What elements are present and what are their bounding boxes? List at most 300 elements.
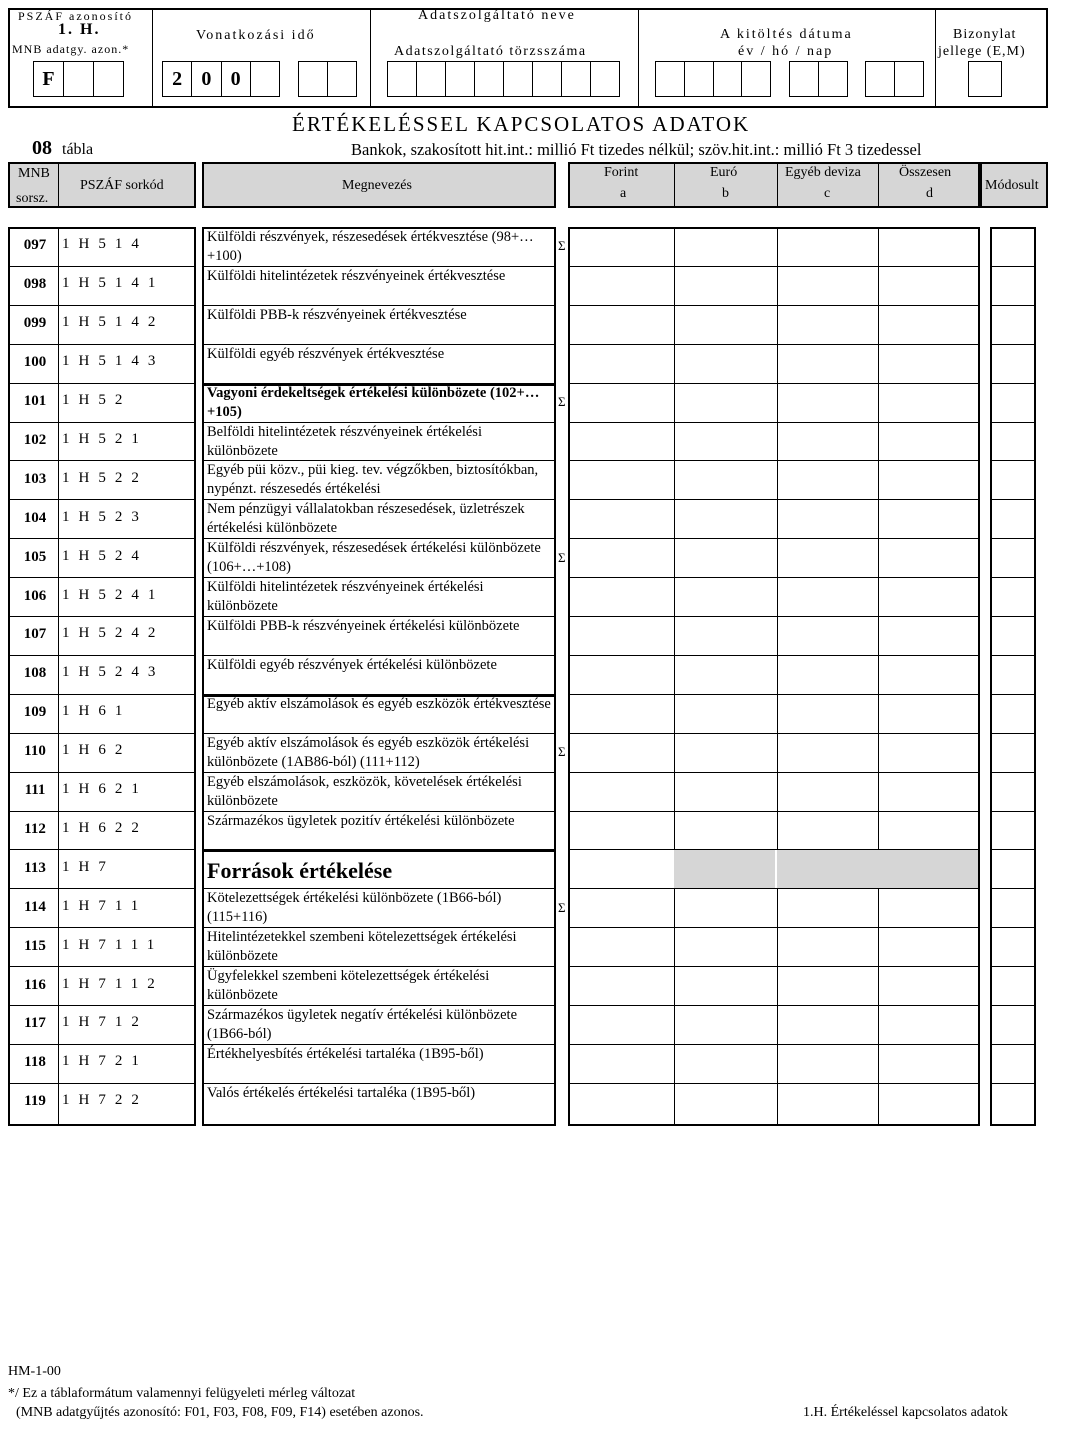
- row-code: 1H7111: [62, 936, 164, 953]
- year-box[interactable]: 0: [192, 62, 221, 96]
- row-divider: [8, 1005, 196, 1006]
- row-divider: [568, 616, 980, 617]
- row-number: 114: [24, 898, 46, 915]
- row-divider: [568, 422, 980, 423]
- cell-euro[interactable]: [675, 696, 776, 732]
- cell-forint[interactable]: [570, 735, 673, 771]
- cell-other[interactable]: [778, 346, 877, 382]
- sum-indicator: Σ: [558, 394, 566, 410]
- cell-modified[interactable]: [992, 968, 1035, 1004]
- cell-modified[interactable]: [992, 307, 1035, 343]
- row-number: 102: [23, 431, 47, 448]
- row-number: 109: [23, 704, 47, 721]
- row-divider: [8, 772, 196, 773]
- table-number: 08: [32, 137, 52, 159]
- row-number: 117: [24, 1015, 46, 1032]
- row-number: 100: [23, 354, 47, 371]
- provider-id-label: Adatszolgáltató törzsszáma: [394, 44, 587, 59]
- cell-other: [778, 851, 877, 887]
- cell-modified[interactable]: [992, 774, 1035, 810]
- row-divider: [990, 383, 1036, 384]
- row-number: 108: [23, 665, 47, 682]
- cell-euro[interactable]: [675, 501, 776, 537]
- cell-other[interactable]: [778, 579, 877, 615]
- cell-euro[interactable]: [675, 890, 776, 926]
- cell-total[interactable]: [879, 1007, 979, 1043]
- row-name: Külföldi egyéb részvények értékvesztése: [207, 345, 445, 362]
- mnb-box[interactable]: [64, 62, 94, 96]
- cell-forint[interactable]: [570, 813, 673, 849]
- year-box[interactable]: 2: [163, 62, 192, 96]
- row-name: Külföldi hitelintézetek részvényeinek értékelési különbözete: [207, 579, 484, 615]
- row-code: 1H711: [62, 897, 148, 914]
- cell-euro[interactable]: [675, 540, 776, 576]
- period-box[interactable]: [299, 62, 328, 96]
- cell-total[interactable]: [879, 579, 979, 615]
- cell-other[interactable]: [778, 501, 877, 537]
- provider-id-box[interactable]: [562, 62, 591, 96]
- cell-euro[interactable]: [675, 462, 776, 498]
- row-divider: [568, 305, 980, 306]
- row-divider: [990, 888, 1036, 889]
- cell-other[interactable]: [778, 1046, 877, 1082]
- cell-total[interactable]: [879, 307, 979, 343]
- row-name: Vagyoni érdekeltségek értékelési különbözete (102+…+105): [207, 384, 540, 420]
- row-divider: [568, 460, 980, 461]
- date-box[interactable]: [685, 62, 714, 96]
- date-box[interactable]: [790, 62, 819, 96]
- mnb-id-boxes[interactable]: [33, 61, 124, 97]
- cell-total[interactable]: [879, 890, 979, 926]
- cell-euro[interactable]: [675, 579, 776, 615]
- row-divider: [990, 499, 1036, 500]
- row-divider: [8, 499, 196, 500]
- row-divider: [8, 811, 196, 812]
- row-name: Külföldi PBB-k részvényeinek értékelési különbözete: [207, 618, 520, 634]
- row-name: Kötelezettségek értékelési különbözete (1B66-ból) (115+116): [207, 890, 502, 926]
- cell-other[interactable]: [778, 385, 877, 421]
- row-divider: [990, 422, 1036, 423]
- cell-modified[interactable]: [992, 735, 1035, 771]
- cell-forint[interactable]: [570, 385, 673, 421]
- cell-other[interactable]: [778, 424, 877, 460]
- cell-other[interactable]: [778, 540, 877, 576]
- row-name: Külföldi hitelintézetek részvényeinek értékvesztése: [207, 267, 506, 284]
- col-forint-sub: a: [620, 186, 627, 201]
- row-name: Belföldi hitelintézetek részvényeinek értékelési különbözete: [207, 423, 482, 459]
- row-number: 116: [24, 976, 46, 993]
- period-box[interactable]: [328, 62, 356, 96]
- row-divider: [8, 460, 196, 461]
- row-divider: [8, 266, 196, 267]
- row-code: 1H5142: [62, 314, 165, 331]
- cell-euro[interactable]: [675, 1046, 776, 1082]
- col-euro-label: Euró: [710, 165, 738, 180]
- cell-modified[interactable]: [992, 346, 1035, 382]
- cell-forint[interactable]: [570, 1046, 673, 1082]
- row-code: 1H61: [62, 703, 132, 720]
- cell-other[interactable]: [778, 929, 877, 965]
- pszaf-label: PSZÁF azonosító: [18, 9, 134, 23]
- row-name: Egyéb püi közv., püi kieg. tev. végzőkben, biztosítókban, nypénzt. részesedés értékelési: [207, 462, 539, 498]
- cell-other[interactable]: [778, 618, 877, 654]
- cell-total: [879, 851, 979, 887]
- col-other-sub: c: [824, 186, 831, 201]
- row-number: 111: [24, 782, 46, 799]
- cell-other[interactable]: [778, 1085, 877, 1121]
- row-divider: [990, 538, 1036, 539]
- row-number: 098: [23, 276, 47, 293]
- row-number: 103: [23, 470, 47, 487]
- cell-forint[interactable]: [570, 618, 673, 654]
- row-divider: [990, 849, 1036, 850]
- year-box[interactable]: [251, 62, 279, 96]
- col-total-sub: d: [926, 186, 933, 201]
- col-header-values: [568, 162, 980, 208]
- row-number: 112: [24, 820, 46, 837]
- sum-indicator: Σ: [558, 899, 566, 915]
- sum-indicator: Σ: [558, 238, 566, 254]
- cell-total[interactable]: [879, 424, 979, 460]
- date-year-boxes[interactable]: [655, 61, 771, 97]
- date-box[interactable]: [895, 62, 923, 96]
- table-word: tábla: [62, 141, 94, 158]
- row-divider: [8, 538, 196, 539]
- provider-id-box[interactable]: [533, 62, 562, 96]
- row-divider: [568, 694, 980, 695]
- cell-euro[interactable]: [675, 1007, 776, 1043]
- row-name: Hitelintézetekkel szembeni kötelezettségek értékelési különbözete: [207, 929, 517, 965]
- cell-other[interactable]: [778, 735, 877, 771]
- cell-euro[interactable]: [675, 385, 776, 421]
- row-divider: [990, 305, 1036, 306]
- cell-other[interactable]: [778, 462, 877, 498]
- row-code: 1H722: [62, 1092, 148, 1109]
- row-divider: [990, 811, 1036, 812]
- doc-type-cell[interactable]: [969, 62, 1001, 96]
- date-box[interactable]: [656, 62, 685, 96]
- row-divider: [568, 383, 980, 384]
- row-divider: [568, 344, 980, 345]
- col-pszaf-label: PSZÁF sorkód: [80, 178, 164, 193]
- sum-indicator: Σ: [558, 549, 566, 565]
- cell-total[interactable]: [879, 813, 979, 849]
- provider-id-box[interactable]: [475, 62, 504, 96]
- row-divider: [990, 1005, 1036, 1006]
- row-number: 110: [24, 743, 46, 760]
- row-divider: [8, 344, 196, 345]
- provider-id-box[interactable]: [591, 62, 619, 96]
- cell-modified[interactable]: [992, 501, 1035, 537]
- cell-forint[interactable]: [570, 501, 673, 537]
- cell-euro: [675, 851, 776, 887]
- row-divider: [8, 383, 196, 384]
- row-code: 1H5141: [62, 275, 165, 292]
- cell-total[interactable]: [879, 462, 979, 498]
- cell-total[interactable]: [879, 346, 979, 382]
- row-number: 106: [23, 587, 47, 604]
- cell-total[interactable]: [879, 968, 979, 1004]
- row-number: 097: [23, 237, 47, 254]
- row-code: 1H524: [62, 547, 148, 564]
- row-code: 1H621: [62, 781, 148, 798]
- cell-modified[interactable]: [992, 462, 1035, 498]
- col-modified-label: Módosult: [985, 178, 1039, 193]
- cell-euro[interactable]: [675, 1085, 776, 1121]
- cell-total[interactable]: [879, 540, 979, 576]
- row-divider: [990, 694, 1036, 695]
- provider-id-box[interactable]: [446, 62, 475, 96]
- cell-forint[interactable]: [570, 890, 673, 926]
- cell-forint[interactable]: [570, 346, 673, 382]
- cell-total[interactable]: [879, 501, 979, 537]
- cell-modified[interactable]: [992, 851, 1035, 887]
- row-code: 1H7112: [62, 975, 164, 992]
- cell-other[interactable]: [778, 968, 877, 1004]
- cell-total[interactable]: [879, 1046, 979, 1082]
- cell-forint[interactable]: [570, 774, 673, 810]
- cell-forint[interactable]: [570, 229, 673, 265]
- row-name: Értékhelyesbítés értékelési tartaléka (1B95-ből): [207, 1045, 484, 1062]
- doc-type-label: Bizonylat: [953, 27, 1017, 42]
- cell-modified[interactable]: [992, 579, 1035, 615]
- row-divider: [568, 811, 980, 812]
- cell-other[interactable]: [778, 657, 877, 693]
- cell-forint[interactable]: [570, 851, 673, 887]
- cell-total[interactable]: [879, 229, 979, 265]
- col-other-label: Egyéb deviza: [785, 165, 861, 180]
- fill-date-format: év / hó / nap: [738, 44, 834, 59]
- provider-id-box[interactable]: [388, 62, 417, 96]
- row-divider: [990, 966, 1036, 967]
- row-number: 115: [24, 937, 46, 954]
- row-divider: [990, 1083, 1036, 1084]
- cell-forint[interactable]: [570, 1085, 673, 1121]
- cell-total[interactable]: [879, 385, 979, 421]
- year-boxes[interactable]: [162, 61, 280, 97]
- cell-total[interactable]: [879, 774, 979, 810]
- row-divider: [8, 694, 196, 695]
- cell-total[interactable]: [879, 657, 979, 693]
- cell-total[interactable]: [879, 735, 979, 771]
- date-box[interactable]: [714, 62, 743, 96]
- cell-other[interactable]: [778, 1007, 877, 1043]
- cell-other[interactable]: [778, 307, 877, 343]
- row-divider: [202, 849, 556, 852]
- col-mnb-label: MNB: [18, 166, 50, 181]
- cell-euro[interactable]: [675, 735, 776, 771]
- cell-forint[interactable]: [570, 1007, 673, 1043]
- row-code: 1H7: [62, 858, 115, 875]
- row-divider: [568, 266, 980, 267]
- provider-id-box[interactable]: [504, 62, 533, 96]
- footer-form-id: HM-1-00: [8, 1364, 61, 1379]
- cell-total[interactable]: [879, 696, 979, 732]
- cell-euro[interactable]: [675, 424, 776, 460]
- row-number: 119: [24, 1093, 46, 1110]
- date-box[interactable]: [742, 62, 770, 96]
- row-divider: [8, 577, 196, 578]
- row-name: Származékos ügyletek pozitív értékelési különbözete: [207, 812, 515, 829]
- row-code: 1H62: [62, 742, 132, 759]
- cell-euro[interactable]: [675, 229, 776, 265]
- mnb-box[interactable]: F: [34, 62, 64, 96]
- col-euro-sub: b: [722, 186, 729, 201]
- cell-modified[interactable]: [992, 1007, 1035, 1043]
- row-divider: [8, 849, 196, 850]
- cell-euro[interactable]: [675, 657, 776, 693]
- mnb-box[interactable]: [94, 62, 123, 96]
- cell-forint[interactable]: [570, 929, 673, 965]
- doc-type-box[interactable]: [968, 61, 1002, 97]
- row-code: 1H5242: [62, 625, 165, 642]
- cell-forint[interactable]: [570, 307, 673, 343]
- cell-forint[interactable]: [570, 268, 673, 304]
- row-code: 1H523: [62, 508, 148, 525]
- row-divider: [568, 772, 980, 773]
- row-divider: [990, 460, 1036, 461]
- cell-other[interactable]: [778, 229, 877, 265]
- cell-total[interactable]: [879, 1085, 979, 1121]
- row-name: Egyéb aktív elszámolások és egyéb eszközök értékvesztése: [207, 695, 551, 712]
- cell-modified[interactable]: [992, 657, 1035, 693]
- row-divider: [8, 616, 196, 617]
- header-divider: [370, 10, 371, 106]
- cell-total[interactable]: [879, 268, 979, 304]
- row-name: Külföldi PBB-k részvényeinek értékvesztése: [207, 306, 467, 323]
- period-boxes[interactable]: [298, 61, 357, 97]
- cell-modified[interactable]: [992, 696, 1035, 732]
- cell-forint[interactable]: [570, 424, 673, 460]
- row-divider: [8, 888, 196, 889]
- row-divider: [568, 966, 980, 967]
- cell-modified[interactable]: [992, 1046, 1035, 1082]
- cell-total[interactable]: [879, 929, 979, 965]
- cell-euro[interactable]: [675, 307, 776, 343]
- row-divider: [568, 577, 980, 578]
- date-box[interactable]: [866, 62, 895, 96]
- cell-euro[interactable]: [675, 346, 776, 382]
- row-name: Valós értékelés értékelési tartaléka (1B95-ből): [207, 1084, 476, 1101]
- row-divider: [8, 655, 196, 656]
- cell-other[interactable]: [778, 774, 877, 810]
- cell-modified[interactable]: [992, 424, 1035, 460]
- row-divider: [568, 499, 980, 500]
- cell-forint[interactable]: [570, 657, 673, 693]
- row-divider: [990, 772, 1036, 773]
- row-code: 1H622: [62, 819, 148, 836]
- row-code: 1H5241: [62, 586, 165, 603]
- row-code: 1H52: [62, 392, 132, 409]
- provider-id-box[interactable]: [417, 62, 446, 96]
- cell-other[interactable]: [778, 890, 877, 926]
- row-divider: [8, 1083, 196, 1084]
- cell-euro[interactable]: [675, 929, 776, 965]
- row-number: 104: [23, 509, 47, 526]
- cell-forint[interactable]: [570, 462, 673, 498]
- page-title: ÉRTÉKELÉSSEL KAPCSOLATOS ADATOK: [292, 112, 751, 136]
- cell-modified[interactable]: [992, 1085, 1035, 1121]
- row-code: 1H712: [62, 1014, 148, 1031]
- cell-other[interactable]: [778, 813, 877, 849]
- vonatkozasi-label: Vonatkozási idő: [196, 28, 316, 43]
- header-divider: [638, 10, 639, 106]
- row-divider: [990, 655, 1036, 656]
- row-divider: [568, 1083, 980, 1084]
- header-divider: [152, 10, 153, 106]
- cell-forint[interactable]: [570, 968, 673, 1004]
- cell-modified[interactable]: [992, 540, 1035, 576]
- row-name: Külföldi részvények, részesedések értékvesztése (98+…+100): [207, 229, 534, 264]
- row-divider: [990, 616, 1036, 617]
- row-number: 107: [23, 626, 47, 643]
- cell-other[interactable]: [778, 696, 877, 732]
- col-header-ids: [8, 162, 196, 208]
- row-divider: [568, 888, 980, 889]
- cell-modified[interactable]: [992, 229, 1035, 265]
- date-day-boxes[interactable]: [865, 61, 924, 97]
- mnb-label: MNB adatgy. azon.*: [12, 42, 130, 56]
- row-divider: [990, 1044, 1036, 1045]
- col-total-label: Összesen: [899, 165, 952, 180]
- row-divider: [8, 927, 196, 928]
- cell-euro[interactable]: [675, 774, 776, 810]
- doc-type-label-2: jellege (E,M): [938, 44, 1026, 59]
- cell-other[interactable]: [778, 268, 877, 304]
- row-divider: [8, 733, 196, 734]
- row-name: Külföldi egyéb részvények értékelési különbözete: [207, 656, 497, 673]
- footer-note-2: (MNB adatgyűjtés azonosító: F01, F03, F08, F09, F14) esetében azonos.: [16, 1405, 424, 1420]
- cell-modified[interactable]: [992, 268, 1035, 304]
- cell-forint[interactable]: [570, 579, 673, 615]
- cell-modified[interactable]: [992, 929, 1035, 965]
- row-divider: [568, 1044, 980, 1045]
- row-divider: [568, 1005, 980, 1006]
- cell-modified[interactable]: [992, 813, 1035, 849]
- header-divider: [935, 10, 936, 106]
- cell-euro[interactable]: [675, 268, 776, 304]
- row-code: 1H5143: [62, 353, 165, 370]
- cell-modified[interactable]: [992, 618, 1035, 654]
- row-divider: [990, 266, 1036, 267]
- row-number: 118: [24, 1054, 46, 1071]
- cell-euro[interactable]: [675, 618, 776, 654]
- cell-modified[interactable]: [992, 385, 1035, 421]
- date-month-boxes[interactable]: [789, 61, 848, 97]
- row-name: Nem pénzügyi vállalatokban részesedések, üzletrészek értékelési különbözete: [207, 501, 525, 537]
- cell-total[interactable]: [879, 618, 979, 654]
- col-name-label: Megnevezés: [342, 178, 412, 193]
- footer-page-label: 1.H. Értékeléssel kapcsolatos adatok: [803, 1405, 1008, 1420]
- cell-modified[interactable]: [992, 890, 1035, 926]
- row-divider: [568, 927, 980, 928]
- row-divider: [990, 927, 1036, 928]
- row-code: 1H721: [62, 1053, 148, 1070]
- year-box[interactable]: 0: [222, 62, 251, 96]
- date-box[interactable]: [819, 62, 847, 96]
- cell-euro[interactable]: [675, 968, 776, 1004]
- cell-forint[interactable]: [570, 540, 673, 576]
- provider-id-boxes[interactable]: [387, 61, 620, 97]
- row-name: Származékos ügyletek negatív értékelési különbözete (1B66-ból): [207, 1007, 518, 1042]
- cell-euro[interactable]: [675, 813, 776, 849]
- cell-forint[interactable]: [570, 696, 673, 732]
- row-number: 099: [23, 315, 47, 332]
- row-divider: [990, 733, 1036, 734]
- row-name: Külföldi részvények, részesedések értékelési különbözete (106+…+108): [207, 540, 541, 576]
- row-name: Egyéb elszámolások, eszközök, követelések értékelési különbözete: [207, 773, 522, 809]
- row-name: Egyéb aktív elszámolások és egyéb eszközök értékelési különbözete (1AB86-ból) (111+112): [207, 734, 530, 770]
